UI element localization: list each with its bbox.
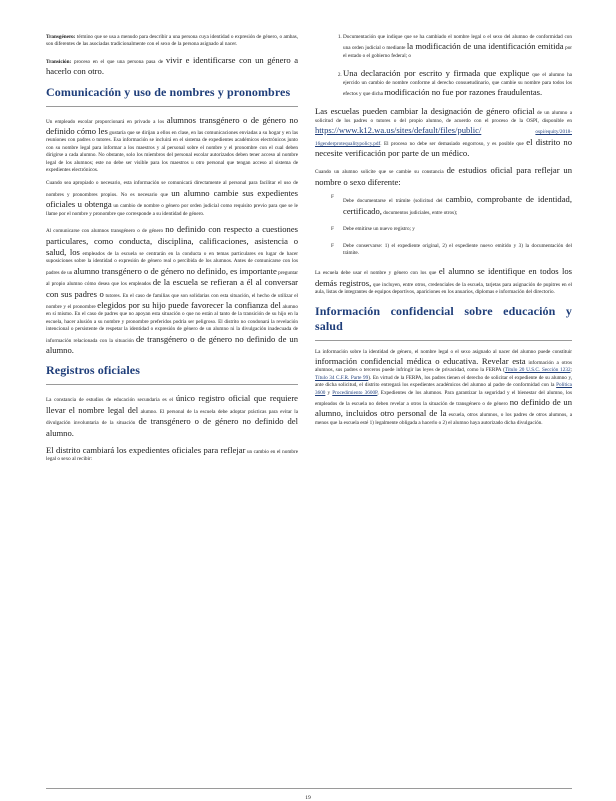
text-small: término que se usa a menudo para describir a una persona cuya identidad o expresión de género, o ambas, son diferentes de las asociadas tradicionalmente con el sexo de la persona asignado al nacer. [46,34,299,48]
text-large: El distrito cambiará los expedientes oficiales para reflejar [46,445,246,455]
text-large: alumnos transgénero o de género no definido cómo les [46,114,299,137]
text-large: no definido de un alumno, incluidos otro personal de la [315,396,573,419]
text-small: La escuela debe usar el nombre y género con los que [315,270,437,277]
text-small: de un alumno a solicitud de los padres o tutores o del propio alumno, de acuerdo con el proceso de la OSPI, disponible en [315,110,572,124]
list-item [331,194,572,217]
text-large: cambio, comprobante de identidad, certificado, [343,194,572,216]
text-small: , Expedientes de los alumnos. Para garantizar la seguridad y el bienestar del alumno, los empleados de la escuela no deben revelar a otros la situación de transgénero o de género [315,389,573,407]
text-large: Una declaración por escrito y firmada que explique [343,68,530,79]
paragraph [315,165,572,188]
bullet-mark: F [331,242,334,249]
text-large: elegidos por su hijo puede favorecer la confianza del [97,299,281,310]
text-small: Al comunicarse con alumnos transgénero o de género [46,228,164,235]
usc-citation-link[interactable]: Título 20 U.S.C. Sección 1232 [504,367,571,374]
list-item [343,68,572,98]
text-large: alumno transgénero o de género no definido, es importante [73,265,277,276]
definition-transition [46,55,298,78]
list-item [331,226,572,233]
text-small: preguntar al propio alumno cómo desea que los empleados [46,269,299,288]
section-heading-confidential-info: Información confidencial sobre educación y salud [315,303,572,333]
term-label: Transgénero: [46,34,76,40]
paragraph [46,445,298,464]
heading-divider [46,106,298,107]
text-large: un alumno cambie sus expedientes oficiales u obtenga [46,187,298,210]
text-small: Cuando un alumno solicite que se cambie su constancia [315,169,444,176]
footer-divider [46,788,572,789]
text-small: información a otros alumnos, sus padres o terceros puede infringir las leyes de privacidad, como la FERPA ( [315,359,573,374]
text-small: Un empleado escolar proporcionará en privado a los [46,118,165,125]
text-small: empleados de la escuela se centrarán en la conducta o en temas particulares en lugar de hacer suposiciones sobre la identidad o expresión de género real o percibida de los alumnos. Antes de comunicarse con los padres de un [46,250,299,276]
ospi-policy-link-continued[interactable]: ospi/equity/2018-16genderprotequalitypolicy.pdf [315,129,572,147]
paragraph [315,349,572,428]
text-small: Debe emitirse un nuevo registro; y [343,226,415,233]
numbered-list [315,34,572,98]
text-large: vivir e identificarse con un género a hacerlo con otro. [46,54,299,77]
definition-transgender [46,34,298,49]
text-small: Documentación que indique que se ha cambiado el nombre legal o el sexo del alumno de conformidad con una orden judicial o mediante [343,34,572,52]
text-large: de transgénero o de género no definido del alumno. [46,416,298,438]
paragraph [46,224,298,356]
text-small: que el alumno ha ejercido un cambio de nombre conforme al derecho consuetudinario, que cambie su nombre para todos los efectos y que dicha [343,72,572,98]
text-large: la modificación de una identificación emitida [406,41,564,52]
procedure-3600p-link[interactable]: Procedimiento 3600P [332,389,378,396]
paragraph [46,393,298,439]
text-small: proceso en el que una persona pasa de [74,58,164,65]
text-large: el distrito no necesite verificación por parte de un médico. [315,136,573,159]
text-small: escuela, otros alumnos, o los padres de otros alumnos, a menos que la escuela esté 1) legalmente obligada a hacerlo o 2) el alumno haya autorizado dicha divulgación. [315,412,573,426]
text-small: Cuando sea apropiado o necesario, esta información se comunicará directamente al personal para facilitar el uso de nombres y pronombres propios. No es necesario que [46,180,298,198]
right-column [315,34,572,433]
text-large: de estudios oficial para reflejar un nombre o sexo diferente: [315,165,572,187]
text-large: no definido con respecto a cuestiones particulares, como conducta, disciplina, calificaciones, asistencia o salud, los [46,224,298,257]
text-small: un cambio de nombre o género por orden judicial como requisito previo para que se le llame por el nombre y pronombre que corresponde a su identidad de género. [46,203,298,217]
text-large: Las escuelas pueden cambiar la designación de género oficial [315,106,535,117]
text-small: Debe documentarse el trámite (solicitud del [343,198,443,205]
paragraph [315,106,572,159]
list-item [343,34,572,60]
text-large: el alumno se identifique en todos los demás registros, [315,266,572,288]
text-small: La constancia de estudios de educación secundaria es el [46,397,174,404]
bullet-mark: F [331,194,334,201]
text-small: un cambio en el nombre legal o sexo al recibir: [46,449,298,463]
text-large: información confidencial médica o educativa. Revelar esta [315,355,526,366]
text-large: único registro oficial que requiere llevar el nombre legal del [46,393,298,415]
text-small: gustaría que se dirijan a ellos en clase, en las comunicaciones enviadas a su hogar y en las reuniones con padres o tutores. Esa información se incluirá en el sistema de expedientes académicos electrónicos junto con su nombre legal para informar a los maestros y al personal sobre el nombre y el pronombre con el cual deben dirigirse a cada alumno. No obstante, solo los miembros del personal escolar autorizados deben tener acceso al nombre legal de los alumnos; este no debe ser visible para los maestros u otro personal que tengan acceso al sistema de expedientes electrónicos. [46,130,299,174]
section-heading-communication: Comunicación y uso de nombres y pronombres [46,84,291,99]
cfr-citation-link[interactable]: Título 34 C.F.R. Parte 99 [315,374,369,381]
paragraph [46,115,298,175]
list-item [331,242,572,258]
ospi-policy-link[interactable]: https://www.k12.wa.us/sites/default/files/public/ [315,125,482,136]
text-large: de la escuela se refieran a él al conversar con sus padres o [46,277,298,299]
paragraph [315,266,572,296]
text-small: alumno en sí mismo. En el caso de padres que no apoyan esta situación o que no están al tanto de la transición de su hijo en la escuela, hacer alusión a su nombre y pronombre preferidos podría ser peligroso. El distrito no condonará la revelación intencional o persistente de respetar la identidad o expresión de género de un alumno ni la divulgación inadecuada de información relacionada con la situación [46,303,298,344]
text-small: y [325,389,333,396]
left-column [46,34,298,470]
bullet-mark: F [331,226,334,233]
term-label: Transición: [46,58,72,65]
text-large: de transgénero o de género no definido de un alumno. [46,333,298,355]
requirements-list [315,194,572,257]
section-heading-records: Registros oficiales [46,363,140,378]
policy-3600-link[interactable]: Política 3600 [315,382,572,396]
text-small: ; [570,367,572,374]
paragraph [46,180,298,218]
heading-divider [315,340,572,341]
text-small: La información sobre la identidad de género, el nombre legal o el sexo asignado al nacer del alumno puede constituir [315,348,572,355]
text-small: Debe conservarse: 1) el expediente original, 2) el expediente nuevo emitido y 3) la documentación del trámite. [343,242,572,256]
page-number: 19 [305,795,311,801]
text-large: modificación no fue por razones fraudulentas. [384,87,543,98]
text-small: . El proceso no debe ser demasiado engorroso, y es posible que [380,140,524,147]
text-small: alumno. El personal de la escuela debe adoptar prácticas para evitar la divulgación involuntaria de la situación [46,408,299,427]
text-small: tutores. En el caso de familias que son solidarias con esta situación, el hecho de utilizar el nombre y el pronombre [46,292,298,310]
text-small: por el estado o el gobierno federal; o [343,45,573,59]
text-small: documentos judiciales, entre otros); [383,209,458,216]
heading-divider [46,384,298,385]
text-small: que incluyen, entre otros, credenciales de la escuela, tarjetas para asignación de pupitres en el aula, listas de integrantes de equipos deportivos, apariciones en los anuarios, diplomas e información del directorio. [315,281,573,296]
text-small: ). En virtud de la FERPA, los padres tienen el derecho de solicitar el expediente de su alumno y, ante dicha solicitud, el distrito entregará los expedientes académicos del alumno al padre de conformidad con la [315,374,572,389]
